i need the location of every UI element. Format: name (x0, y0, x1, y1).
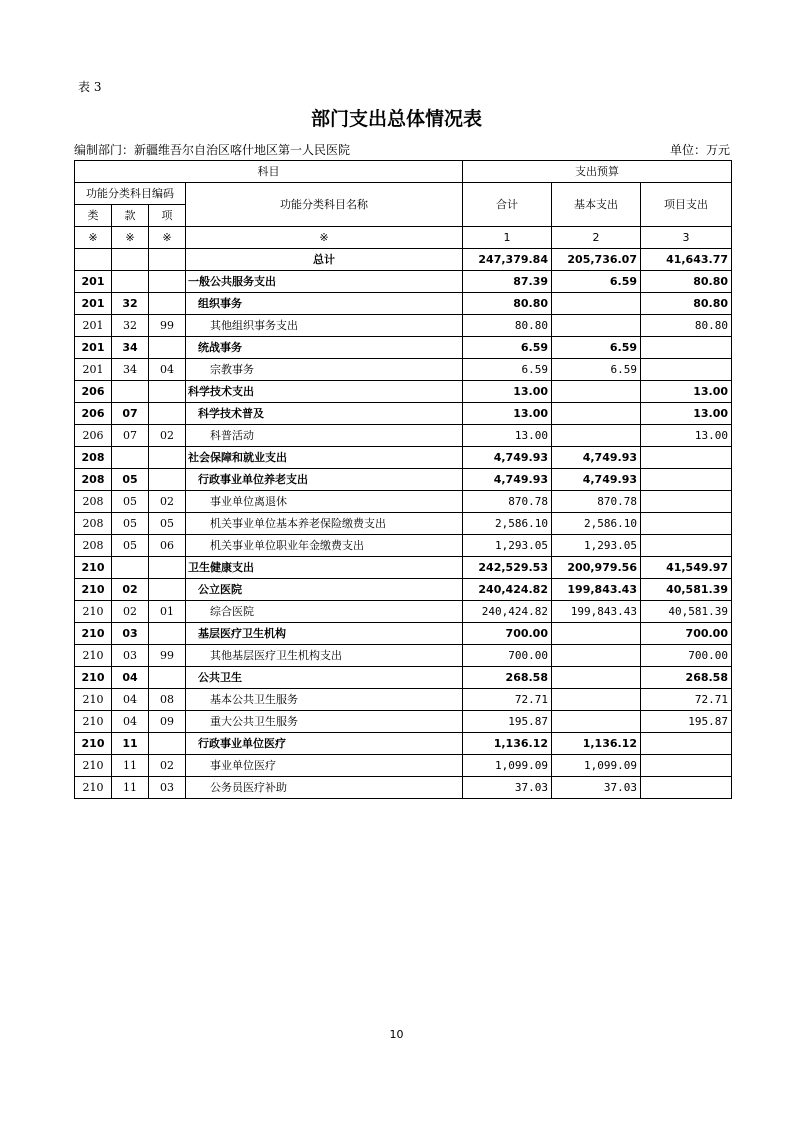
department-label: 编制部门：新疆维吾尔自治区喀什地区第一人民医院 (74, 143, 351, 157)
row-total: 13.00 (463, 381, 552, 403)
row-basic (552, 315, 641, 337)
header-item: 项 (149, 205, 186, 227)
row-section: 34 (112, 337, 149, 359)
row-project: 80.80 (641, 271, 732, 293)
row-item (149, 623, 186, 645)
row-project: 700.00 (641, 623, 732, 645)
row-item: 99 (149, 645, 186, 667)
row-class: 210 (75, 579, 112, 601)
row-total: 240,424.82 (463, 579, 552, 601)
row-class: 201 (75, 293, 112, 315)
row-basic (552, 381, 641, 403)
table-row (75, 447, 732, 469)
header-section: 款 (112, 205, 149, 227)
row-section: 04 (112, 711, 149, 733)
col-index-1: 1 (463, 227, 552, 249)
row-name: 公共卫生 (186, 667, 463, 689)
row-basic: 6.59 (552, 271, 641, 293)
mark-section: ※ (112, 227, 149, 249)
row-class: 201 (75, 271, 112, 293)
row-project: 195.87 (641, 711, 732, 733)
row-class: 208 (75, 469, 112, 491)
mark-name: ※ (186, 227, 463, 249)
table-row (75, 557, 732, 579)
row-basic (552, 645, 641, 667)
table-row (75, 711, 732, 733)
row-project: 13.00 (641, 403, 732, 425)
row-item: 02 (149, 491, 186, 513)
row-section (112, 381, 149, 403)
row-basic: 6.59 (552, 337, 641, 359)
table-row (75, 469, 732, 491)
row-name: 事业单位离退休 (186, 491, 463, 513)
header-subject: 科目 (75, 161, 463, 183)
row-name: 科学技术支出 (186, 381, 463, 403)
row-section: 05 (112, 513, 149, 535)
row-class: 201 (75, 315, 112, 337)
mark-item: ※ (149, 227, 186, 249)
row-class: 208 (75, 491, 112, 513)
row-total: 242,529.53 (463, 557, 552, 579)
table-row (75, 293, 732, 315)
row-total: 13.00 (463, 403, 552, 425)
row-total: 87.39 (463, 271, 552, 293)
row-name: 卫生健康支出 (186, 557, 463, 579)
table-row (75, 513, 732, 535)
row-item (149, 293, 186, 315)
row-total: 1,136.12 (463, 733, 552, 755)
row-total: 37.03 (463, 777, 552, 799)
table-row (75, 337, 732, 359)
row-basic (552, 711, 641, 733)
row-project (641, 447, 732, 469)
row-item: 01 (149, 601, 186, 623)
row-total: 72.71 (463, 689, 552, 711)
row-total: 195.87 (463, 711, 552, 733)
row-total: 13.00 (463, 425, 552, 447)
row-section (112, 447, 149, 469)
row-item: 06 (149, 535, 186, 557)
row-section: 32 (112, 315, 149, 337)
row-section: 02 (112, 579, 149, 601)
row-total: 268.58 (463, 667, 552, 689)
table-row (75, 491, 732, 513)
row-name: 行政事业单位养老支出 (186, 469, 463, 491)
header-basic: 基本支出 (552, 183, 641, 227)
row-basic: 37.03 (552, 777, 641, 799)
row-item (149, 733, 186, 755)
row-project: 700.00 (641, 645, 732, 667)
row-section: 11 (112, 733, 149, 755)
row-project (641, 733, 732, 755)
row-section: 11 (112, 777, 149, 799)
row-name: 社会保障和就业支出 (186, 447, 463, 469)
row-class: 210 (75, 733, 112, 755)
row-basic: 4,749.93 (552, 447, 641, 469)
row-project (641, 513, 732, 535)
row-name: 综合医院 (186, 601, 463, 623)
row-total: 80.80 (463, 315, 552, 337)
row-total: 6.59 (463, 337, 552, 359)
row-basic (552, 689, 641, 711)
row-name: 机关事业单位职业年金缴费支出 (186, 535, 463, 557)
row-item (149, 557, 186, 579)
row-class: 210 (75, 557, 112, 579)
table-row (75, 623, 732, 645)
row-project (641, 469, 732, 491)
row-item: 05 (149, 513, 186, 535)
header-project: 项目支出 (641, 183, 732, 227)
row-basic: 1,293.05 (552, 535, 641, 557)
page-number: 10 (389, 1028, 404, 1041)
row-section: 05 (112, 535, 149, 557)
page-title: 部门支出总体情况表 (310, 108, 482, 130)
row-section: 03 (112, 623, 149, 645)
row-item: 02 (149, 755, 186, 777)
mark-class: ※ (75, 227, 112, 249)
table-row (75, 777, 732, 799)
row-name: 其他基层医疗卫生机构支出 (186, 645, 463, 667)
row-class: 206 (75, 425, 112, 447)
row-section (112, 557, 149, 579)
row-item: 02 (149, 425, 186, 447)
row-basic: 4,749.93 (552, 469, 641, 491)
row-project: 13.00 (641, 425, 732, 447)
row-total: 240,424.82 (463, 601, 552, 623)
row-section: 03 (112, 645, 149, 667)
row-class: 206 (75, 403, 112, 425)
row-name: 公立医院 (186, 579, 463, 601)
row-item: 08 (149, 689, 186, 711)
row-section: 05 (112, 491, 149, 513)
row-item: 09 (149, 711, 186, 733)
row-project (641, 359, 732, 381)
row-section: 11 (112, 755, 149, 777)
total-item-cell (149, 249, 186, 271)
row-basic (552, 667, 641, 689)
row-class: 210 (75, 755, 112, 777)
table-row (75, 579, 732, 601)
row-class: 208 (75, 447, 112, 469)
row-item (149, 403, 186, 425)
row-item (149, 447, 186, 469)
row-item: 99 (149, 315, 186, 337)
row-section: 02 (112, 601, 149, 623)
header-name: 功能分类科目名称 (186, 183, 463, 227)
header-budget: 支出预算 (463, 161, 732, 183)
expenditure-table (74, 160, 732, 799)
row-total: 1,099.09 (463, 755, 552, 777)
row-total: 870.78 (463, 491, 552, 513)
table-row (75, 359, 732, 381)
row-section: 04 (112, 689, 149, 711)
row-name: 统战事务 (186, 337, 463, 359)
table-label: 表 3 (78, 80, 102, 94)
row-project: 13.00 (641, 381, 732, 403)
row-name: 组织事务 (186, 293, 463, 315)
row-class: 210 (75, 711, 112, 733)
row-name: 科学技术普及 (186, 403, 463, 425)
row-project: 40,581.39 (641, 579, 732, 601)
total-class-cell (75, 249, 112, 271)
row-section (112, 271, 149, 293)
row-class: 210 (75, 645, 112, 667)
total-section-cell (112, 249, 149, 271)
row-basic: 870.78 (552, 491, 641, 513)
row-basic: 1,136.12 (552, 733, 641, 755)
row-total: 4,749.93 (463, 469, 552, 491)
row-project (641, 491, 732, 513)
table-row (75, 601, 732, 623)
header-code-group: 功能分类科目编码 (75, 183, 186, 205)
row-class: 201 (75, 337, 112, 359)
row-project: 80.80 (641, 293, 732, 315)
unit-label: 单位：万元 (669, 143, 730, 157)
row-name: 事业单位医疗 (186, 755, 463, 777)
row-item (149, 667, 186, 689)
row-item (149, 271, 186, 293)
total-project: 41,643.77 (641, 249, 732, 271)
row-section: 05 (112, 469, 149, 491)
row-section: 32 (112, 293, 149, 315)
header-row-2 (75, 183, 732, 205)
row-total: 2,586.10 (463, 513, 552, 535)
row-project (641, 755, 732, 777)
row-item: 04 (149, 359, 186, 381)
table-row (75, 403, 732, 425)
total-label: 总计 (186, 249, 463, 271)
row-class: 210 (75, 777, 112, 799)
total-basic: 205,736.07 (552, 249, 641, 271)
row-item (149, 579, 186, 601)
row-total: 1,293.05 (463, 535, 552, 557)
row-basic: 199,843.43 (552, 601, 641, 623)
table-row (75, 381, 732, 403)
meta-row (74, 141, 730, 158)
row-section: 07 (112, 425, 149, 447)
row-section: 07 (112, 403, 149, 425)
row-project: 268.58 (641, 667, 732, 689)
row-name: 公务员医疗补助 (186, 777, 463, 799)
row-basic: 1,099.09 (552, 755, 641, 777)
col-index-2: 2 (552, 227, 641, 249)
col-index-3: 3 (641, 227, 732, 249)
row-name: 科普活动 (186, 425, 463, 447)
row-name: 基本公共卫生服务 (186, 689, 463, 711)
table-row (75, 667, 732, 689)
table-row (75, 535, 732, 557)
row-name: 重大公共卫生服务 (186, 711, 463, 733)
header-row-4 (75, 227, 732, 249)
row-project (641, 337, 732, 359)
table-row (75, 733, 732, 755)
row-item (149, 469, 186, 491)
row-total: 4,749.93 (463, 447, 552, 469)
table-row (75, 755, 732, 777)
row-class: 210 (75, 667, 112, 689)
row-basic (552, 403, 641, 425)
row-item (149, 337, 186, 359)
row-section: 04 (112, 667, 149, 689)
row-item (149, 381, 186, 403)
total-row (75, 249, 732, 271)
row-name: 宗教事务 (186, 359, 463, 381)
table-row (75, 645, 732, 667)
row-total: 6.59 (463, 359, 552, 381)
row-project (641, 535, 732, 557)
row-class: 210 (75, 623, 112, 645)
header-class: 类 (75, 205, 112, 227)
row-basic: 199,843.43 (552, 579, 641, 601)
row-total: 700.00 (463, 645, 552, 667)
total-sum: 247,379.84 (463, 249, 552, 271)
row-total: 80.80 (463, 293, 552, 315)
table-row (75, 271, 732, 293)
row-item: 03 (149, 777, 186, 799)
row-name: 行政事业单位医疗 (186, 733, 463, 755)
table-row (75, 689, 732, 711)
row-project (641, 777, 732, 799)
row-basic: 200,979.56 (552, 557, 641, 579)
row-class: 208 (75, 535, 112, 557)
row-project: 72.71 (641, 689, 732, 711)
row-project: 40,581.39 (641, 601, 732, 623)
row-class: 206 (75, 381, 112, 403)
row-class: 201 (75, 359, 112, 381)
row-name: 基层医疗卫生机构 (186, 623, 463, 645)
row-project: 41,549.97 (641, 557, 732, 579)
table-row (75, 425, 732, 447)
row-project: 80.80 (641, 315, 732, 337)
row-basic: 6.59 (552, 359, 641, 381)
header-total: 合计 (463, 183, 552, 227)
row-total: 700.00 (463, 623, 552, 645)
row-basic: 2,586.10 (552, 513, 641, 535)
row-basic (552, 623, 641, 645)
row-basic (552, 425, 641, 447)
header-row-1 (75, 161, 732, 183)
row-name: 一般公共服务支出 (186, 271, 463, 293)
row-basic (552, 293, 641, 315)
row-class: 210 (75, 689, 112, 711)
row-class: 208 (75, 513, 112, 535)
row-name: 机关事业单位基本养老保险缴费支出 (186, 513, 463, 535)
row-class: 210 (75, 601, 112, 623)
row-section: 34 (112, 359, 149, 381)
table-row (75, 315, 732, 337)
row-name: 其他组织事务支出 (186, 315, 463, 337)
